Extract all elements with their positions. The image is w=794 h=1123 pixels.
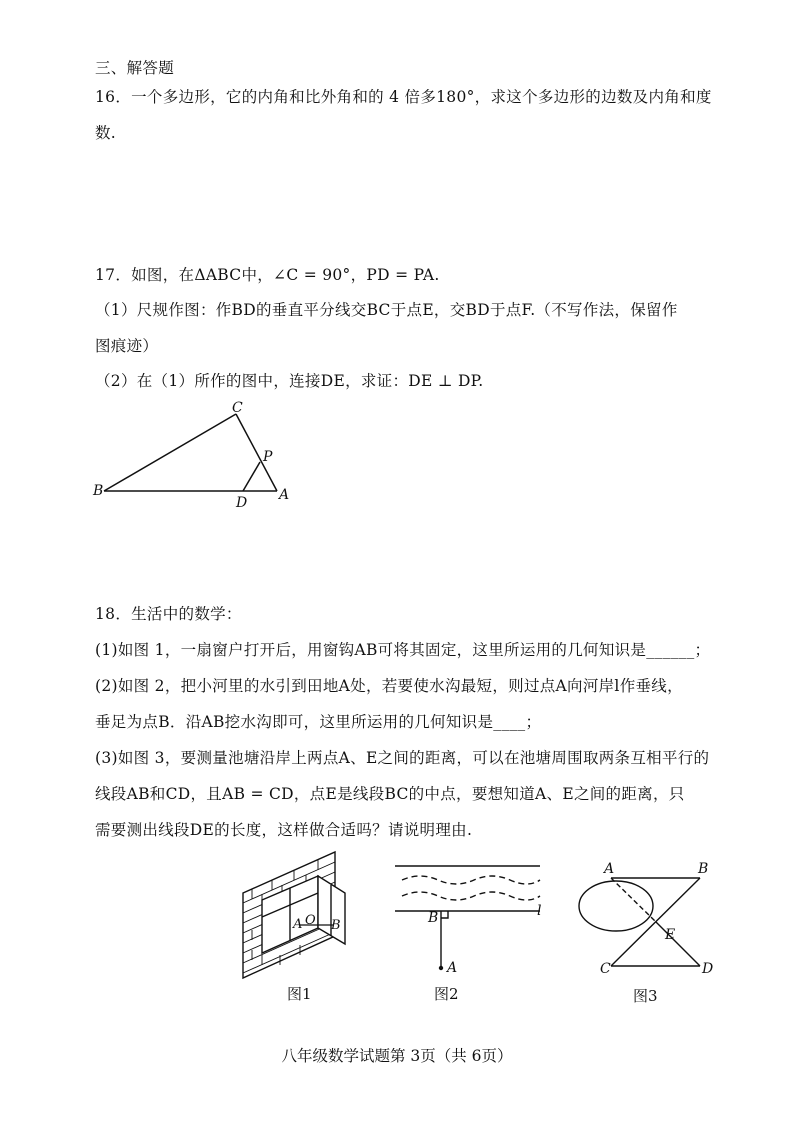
q17-line2: （1）尺规作图：作BD的垂直平分线交BC于点E，交BD于点F.（不写作法，保留作 (95, 301, 678, 319)
fig2-label-a: A (447, 960, 458, 976)
segment-ed (656, 922, 700, 966)
label-c: C (232, 400, 243, 416)
q18-line3: (2)如图 2，把小河里的水引到田地A处，若要使水沟最短，则过点A向河岸l作垂线， (95, 677, 683, 695)
label-d: D (236, 495, 248, 511)
pond (579, 881, 653, 931)
q18-line5: (3)如图 3，要测量池塘沿岸上两点A、E之间的距离，可以在池塘周围取两条互相平行的 (95, 749, 710, 767)
section-title: 三、解答题 (95, 59, 175, 77)
fig1-label-o: O (305, 913, 316, 928)
label-b: B (93, 483, 104, 499)
q18-line4: 垂足为点B．沿AB挖水沟即可，这里所运用的几何知识是____； (95, 713, 542, 731)
q18-line1: 18．生活中的数学： (95, 605, 242, 623)
q16-line2: 数. (95, 124, 117, 142)
q17-line3: 图痕迹） (95, 337, 159, 355)
fig3-label-c: C (600, 961, 611, 977)
q17-line4: （2）在（1）所作的图中，连接DE，求证：DE ⊥ DP. (95, 372, 484, 390)
fig3-label-e: E (665, 927, 676, 943)
fig2-label-l: l (537, 903, 542, 919)
q18-line7: 需要测出线段DE的长度，这样做合适吗？请说明理由. (95, 821, 473, 839)
q17-line1: 17．如图，在ΔABC中，∠C = 90°，PD = PA. (95, 266, 440, 284)
fig1-caption: 图1 (287, 985, 312, 1003)
label-p: P (263, 449, 273, 465)
fig2-label-b: B (428, 910, 439, 926)
fig1-label-a: A (293, 917, 303, 932)
q16-line1: 16．一个多边形，它的内角和比外角和的 4 倍多180°，求这个多边形的边数及内角和度 (95, 88, 712, 106)
fig3-label-d: D (702, 961, 714, 977)
page-footer: 八年级数学试题第 3页（共 6页） (281, 1047, 513, 1065)
fig3-caption: 图3 (633, 987, 658, 1005)
fig1-label-b: B (331, 918, 341, 933)
fig3-label-a: A (604, 861, 615, 877)
fig3-label-b: B (698, 861, 709, 877)
fig2-caption: 图2 (434, 985, 459, 1003)
q18-line6: 线段AB和CD，且AB = CD，点E是线段BC的中点，要想知道A、E之间的距离，只 (95, 785, 685, 803)
label-a: A (279, 487, 290, 503)
q18-line2: (1)如图 1，一扇窗户打开后，用窗钩AB可将其固定，这里所运用的几何知识是______； (95, 641, 711, 659)
